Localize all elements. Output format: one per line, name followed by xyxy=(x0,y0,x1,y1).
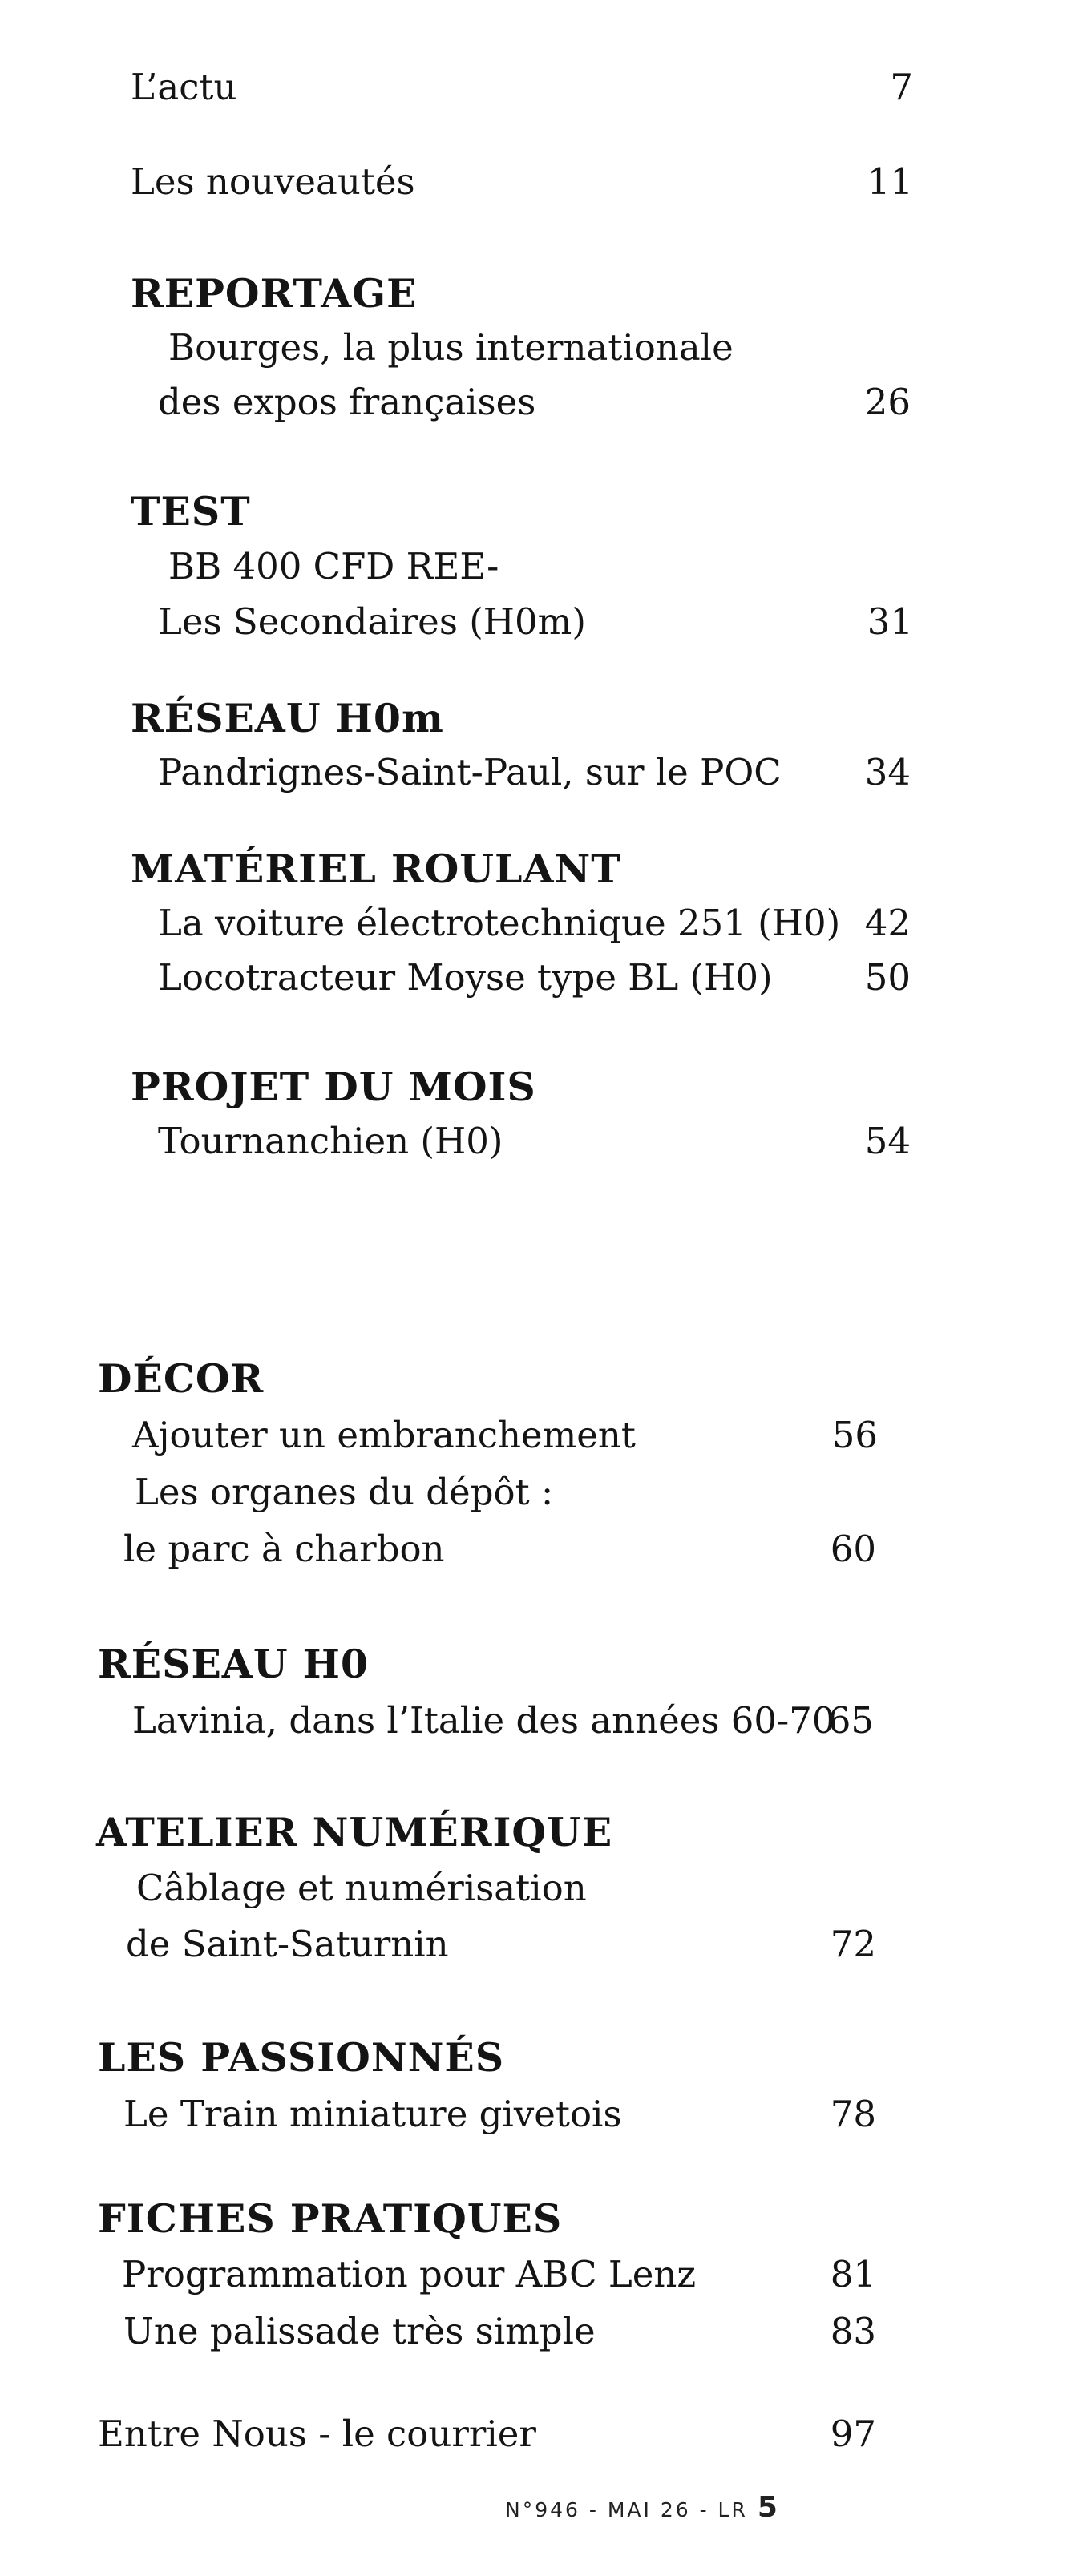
section-heading-atelier-numerique: ATELIER NUMÉRIQUE xyxy=(96,1809,613,1855)
section-heading-decor: DÉCOR xyxy=(98,1355,265,1402)
toc-entry-line: Câblage et numérisation xyxy=(136,1867,587,1909)
toc-entry-line: Locotracteur Moyse type BL (H0) xyxy=(158,956,773,999)
toc-entry-line: La voiture électrotechnique 251 (H0) xyxy=(158,902,841,944)
toc-entry-page: 54 xyxy=(864,1120,911,1162)
section-heading-reseau-h0: RÉSEAU H0 xyxy=(98,1641,370,1687)
toc-entry-page: 56 xyxy=(831,1414,878,1456)
toc-entry-line: Une palissade très simple xyxy=(123,2310,596,2352)
section-heading-materiel-roulant: MATÉRIEL ROULANT xyxy=(131,846,621,892)
toc-entry-line: Bourges, la plus internationale xyxy=(168,326,734,369)
issue-label: N°946 - MAI 26 - LR xyxy=(505,2498,748,2521)
page-footer xyxy=(505,2491,778,2524)
toc-entry-line: BB 400 CFD REE- xyxy=(168,545,499,587)
toc-entry-page: 60 xyxy=(830,1528,876,1570)
toc-entry-line: Lavinia, dans l’Italie des années 60-70 xyxy=(132,1699,835,1742)
toc-entry-line: de Saint-Saturnin xyxy=(126,1923,449,1965)
toc-entry-page: 72 xyxy=(830,1923,876,1965)
toc-entry-page: 7 xyxy=(890,66,913,108)
toc-entry-page: 81 xyxy=(830,2253,876,2295)
section-heading-fiches-pratiques: FICHES PRATIQUES xyxy=(98,2195,563,2242)
toc-entry-label: L’actu xyxy=(131,66,237,108)
toc-entry-page: 83 xyxy=(830,2310,876,2352)
toc-entry-line: Le Train miniature givetois xyxy=(123,2093,622,2135)
toc-entry-page: 42 xyxy=(864,902,911,944)
toc-entry-page: 65 xyxy=(827,1699,874,1742)
toc-entry-line: Tournanchien (H0) xyxy=(158,1120,503,1162)
toc-entry-line: Ajouter un embranchement xyxy=(132,1414,636,1456)
toc-entry-line: Pandrignes-Saint-Paul, sur le POC xyxy=(158,751,782,793)
toc-entry-page: 34 xyxy=(864,751,911,793)
toc-entry-line: le parc à charbon xyxy=(123,1528,445,1570)
toc-entry-line: Les organes du dépôt : xyxy=(135,1471,554,1513)
toc-entry-line: Programmation pour ABC Lenz xyxy=(122,2253,697,2295)
toc-entry-page: 11 xyxy=(867,160,913,203)
toc-entry-page: 50 xyxy=(864,956,911,999)
section-heading-test: TEST xyxy=(131,488,251,535)
toc-entry-page: 97 xyxy=(830,2412,876,2455)
section-heading-projet-du-mois: PROJET DU MOIS xyxy=(131,1064,536,1110)
toc-entry-page: 26 xyxy=(864,381,911,423)
toc-entry-line: Les Secondaires (H0m) xyxy=(158,600,586,643)
section-heading-les-passionnes: LES PASSIONNÉS xyxy=(98,2034,505,2081)
toc-entry-label: Entre Nous - le courrier xyxy=(98,2412,536,2455)
toc-entry-page: 31 xyxy=(867,600,913,643)
toc-entry-line: des expos françaises xyxy=(158,381,536,423)
toc-entry-page: 78 xyxy=(830,2093,876,2135)
section-heading-reseau-h0m: RÉSEAU H0m xyxy=(131,695,444,741)
section-heading-reportage: REPORTAGE xyxy=(131,270,418,317)
page-number: 5 xyxy=(757,2491,778,2524)
toc-entry-label: Les nouveautés xyxy=(131,160,415,203)
